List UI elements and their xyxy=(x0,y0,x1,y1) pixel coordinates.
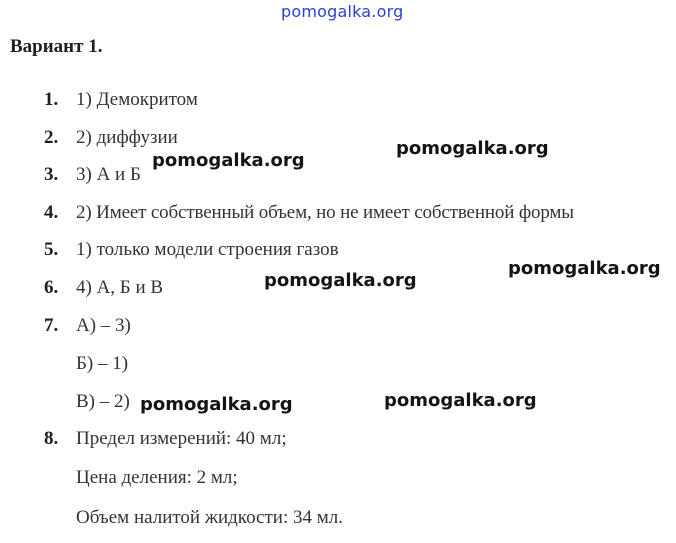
answer-number: 4. xyxy=(44,202,59,223)
answer-number: 3. xyxy=(44,164,59,185)
answer-text: В) – 2) xyxy=(76,391,130,412)
answer-number: 5. xyxy=(44,239,59,260)
answer-text: 1) Демокритом xyxy=(76,89,198,110)
answer-text: Б) – 1) xyxy=(76,353,129,374)
answer-text: 2) диффузии xyxy=(76,127,178,148)
answer-text: 4) А, Б и В xyxy=(76,277,164,298)
answer-text: 1) только модели строения газов xyxy=(76,239,339,260)
answer-text: Цена деления: 2 мл; xyxy=(76,467,238,488)
variant-title: Вариант 1. xyxy=(10,36,103,57)
answer-text: 2) Имеет собственный объем, но не имеет собственной формы xyxy=(76,202,574,223)
watermark: pomogalka.org xyxy=(264,270,417,291)
watermark: pomogalka.org xyxy=(140,394,293,415)
answer-number: 1. xyxy=(44,89,59,110)
answer-number: 2. xyxy=(44,127,59,148)
header-watermark: pomogalka.org xyxy=(281,2,404,21)
answer-text: А) – 3) xyxy=(76,315,131,336)
watermark: pomogalka.org xyxy=(508,258,661,279)
watermark: pomogalka.org xyxy=(396,138,549,159)
answer-number: 6. xyxy=(44,277,59,298)
answer-text: Объем налитой жидкости: 34 мл. xyxy=(76,507,343,528)
answer-number: 7. xyxy=(44,315,59,336)
answer-number: 8. xyxy=(44,428,59,449)
answer-text: Предел измерений: 40 мл; xyxy=(76,428,287,449)
watermark: pomogalka.org xyxy=(384,390,537,411)
watermark: pomogalka.org xyxy=(152,150,305,171)
answer-text: 3) А и Б xyxy=(76,164,141,185)
